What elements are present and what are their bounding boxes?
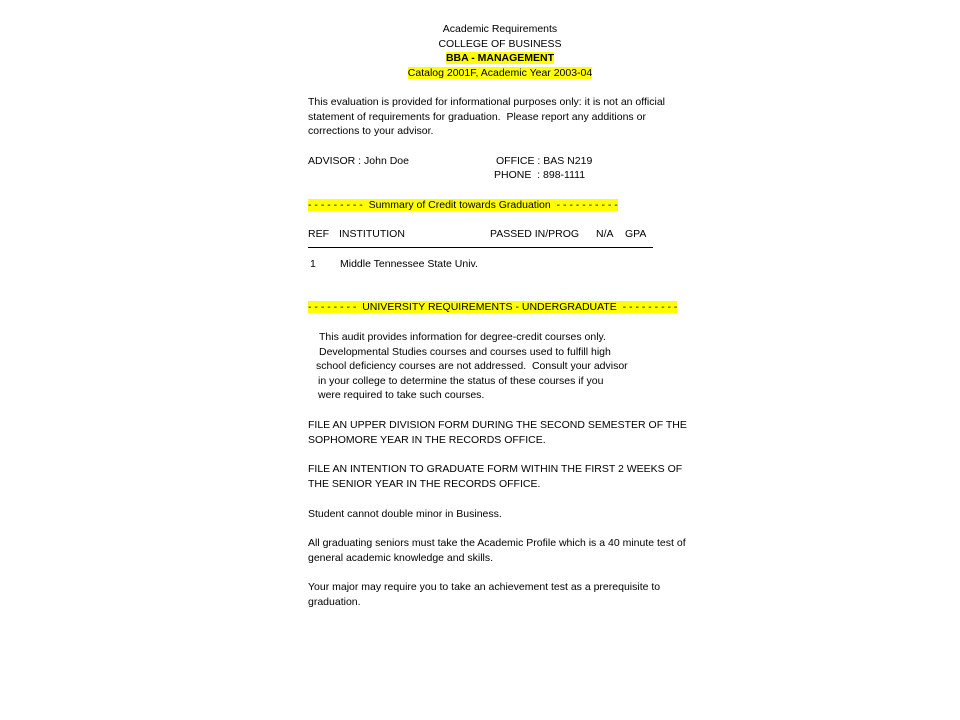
advisor-phone: PHONE : 898-1111 — [494, 169, 586, 181]
col-ref-header: REF — [308, 228, 329, 240]
intro-line-1: This evaluation is provided for informational purposes only: it is not an official — [308, 96, 665, 108]
upper-division-line-2: SOPHOMORE YEAR IN THE RECORDS OFFICE. — [308, 434, 546, 446]
col-institution-header: INSTITUTION — [339, 228, 405, 240]
intention-line-1: FILE AN INTENTION TO GRADUATE FORM WITHIN THE FIRST 2 WEEKS OF — [308, 463, 683, 475]
catalog-year — [0, 66, 960, 80]
intro-line-2: statement of requirements for graduation. Please report any additions or — [308, 111, 646, 123]
achievement-line-1: Your major may require you to take an achievement test as a prerequisite to — [308, 581, 661, 593]
profile-line-2: general academic knowledge and skills. — [308, 552, 494, 564]
catalog-year-highlight: Catalog 2001F, Academic Year 2003-04 — [407, 67, 593, 79]
summary-banner-highlight: - - - - - - - - - Summary of Credit towards Graduation - - - - - - - - - - — [308, 199, 618, 211]
summary-banner — [308, 198, 618, 212]
row-ref: 1 — [310, 258, 316, 270]
upper-division-line-1: FILE AN UPPER DIVISION FORM DURING THE SECOND SEMESTER OF THE — [308, 419, 687, 431]
col-gpa-header: GPA — [625, 228, 647, 240]
audit-line-2: Developmental Studies courses and courses used to fulfill high — [319, 346, 611, 358]
college-name: COLLEGE OF BUSINESS — [438, 38, 562, 50]
col-na-header: N/A — [596, 228, 614, 240]
advisor-office: OFFICE : BAS N219 — [496, 155, 593, 167]
col-passed-header: PASSED IN/PROG — [490, 228, 580, 240]
intro-line-3: corrections to your advisor. — [308, 125, 434, 137]
document-title: Academic Requirements — [442, 23, 558, 35]
university-banner — [308, 300, 677, 314]
audit-line-4: in your college to determine the status of these courses if you — [318, 375, 604, 387]
program-name-highlight: BBA - MANAGEMENT — [445, 52, 555, 64]
table-header-rule — [308, 247, 653, 248]
program-name — [0, 51, 960, 65]
audit-line-1: This audit provides information for degree-credit courses only. — [319, 331, 606, 343]
profile-line-1: All graduating seniors must take the Academic Profile which is a 40 minute test of — [308, 537, 686, 549]
achievement-line-2: graduation. — [308, 596, 361, 608]
intention-line-2: THE SENIOR YEAR IN THE RECORDS OFFICE. — [308, 478, 541, 490]
university-banner-highlight: - - - - - - - - UNIVERSITY REQUIREMENTS - UNDERGRADUATE - - - - - - - - - — [308, 301, 678, 313]
audit-line-5: were required to take such courses. — [318, 389, 485, 401]
audit-line-3: school deficiency courses are not addressed. Consult your advisor — [316, 360, 628, 372]
minor-note: Student cannot double minor in Business. — [308, 508, 502, 520]
advisor-name: ADVISOR : John Doe — [308, 155, 409, 167]
row-institution: Middle Tennessee State Univ. — [340, 258, 478, 270]
